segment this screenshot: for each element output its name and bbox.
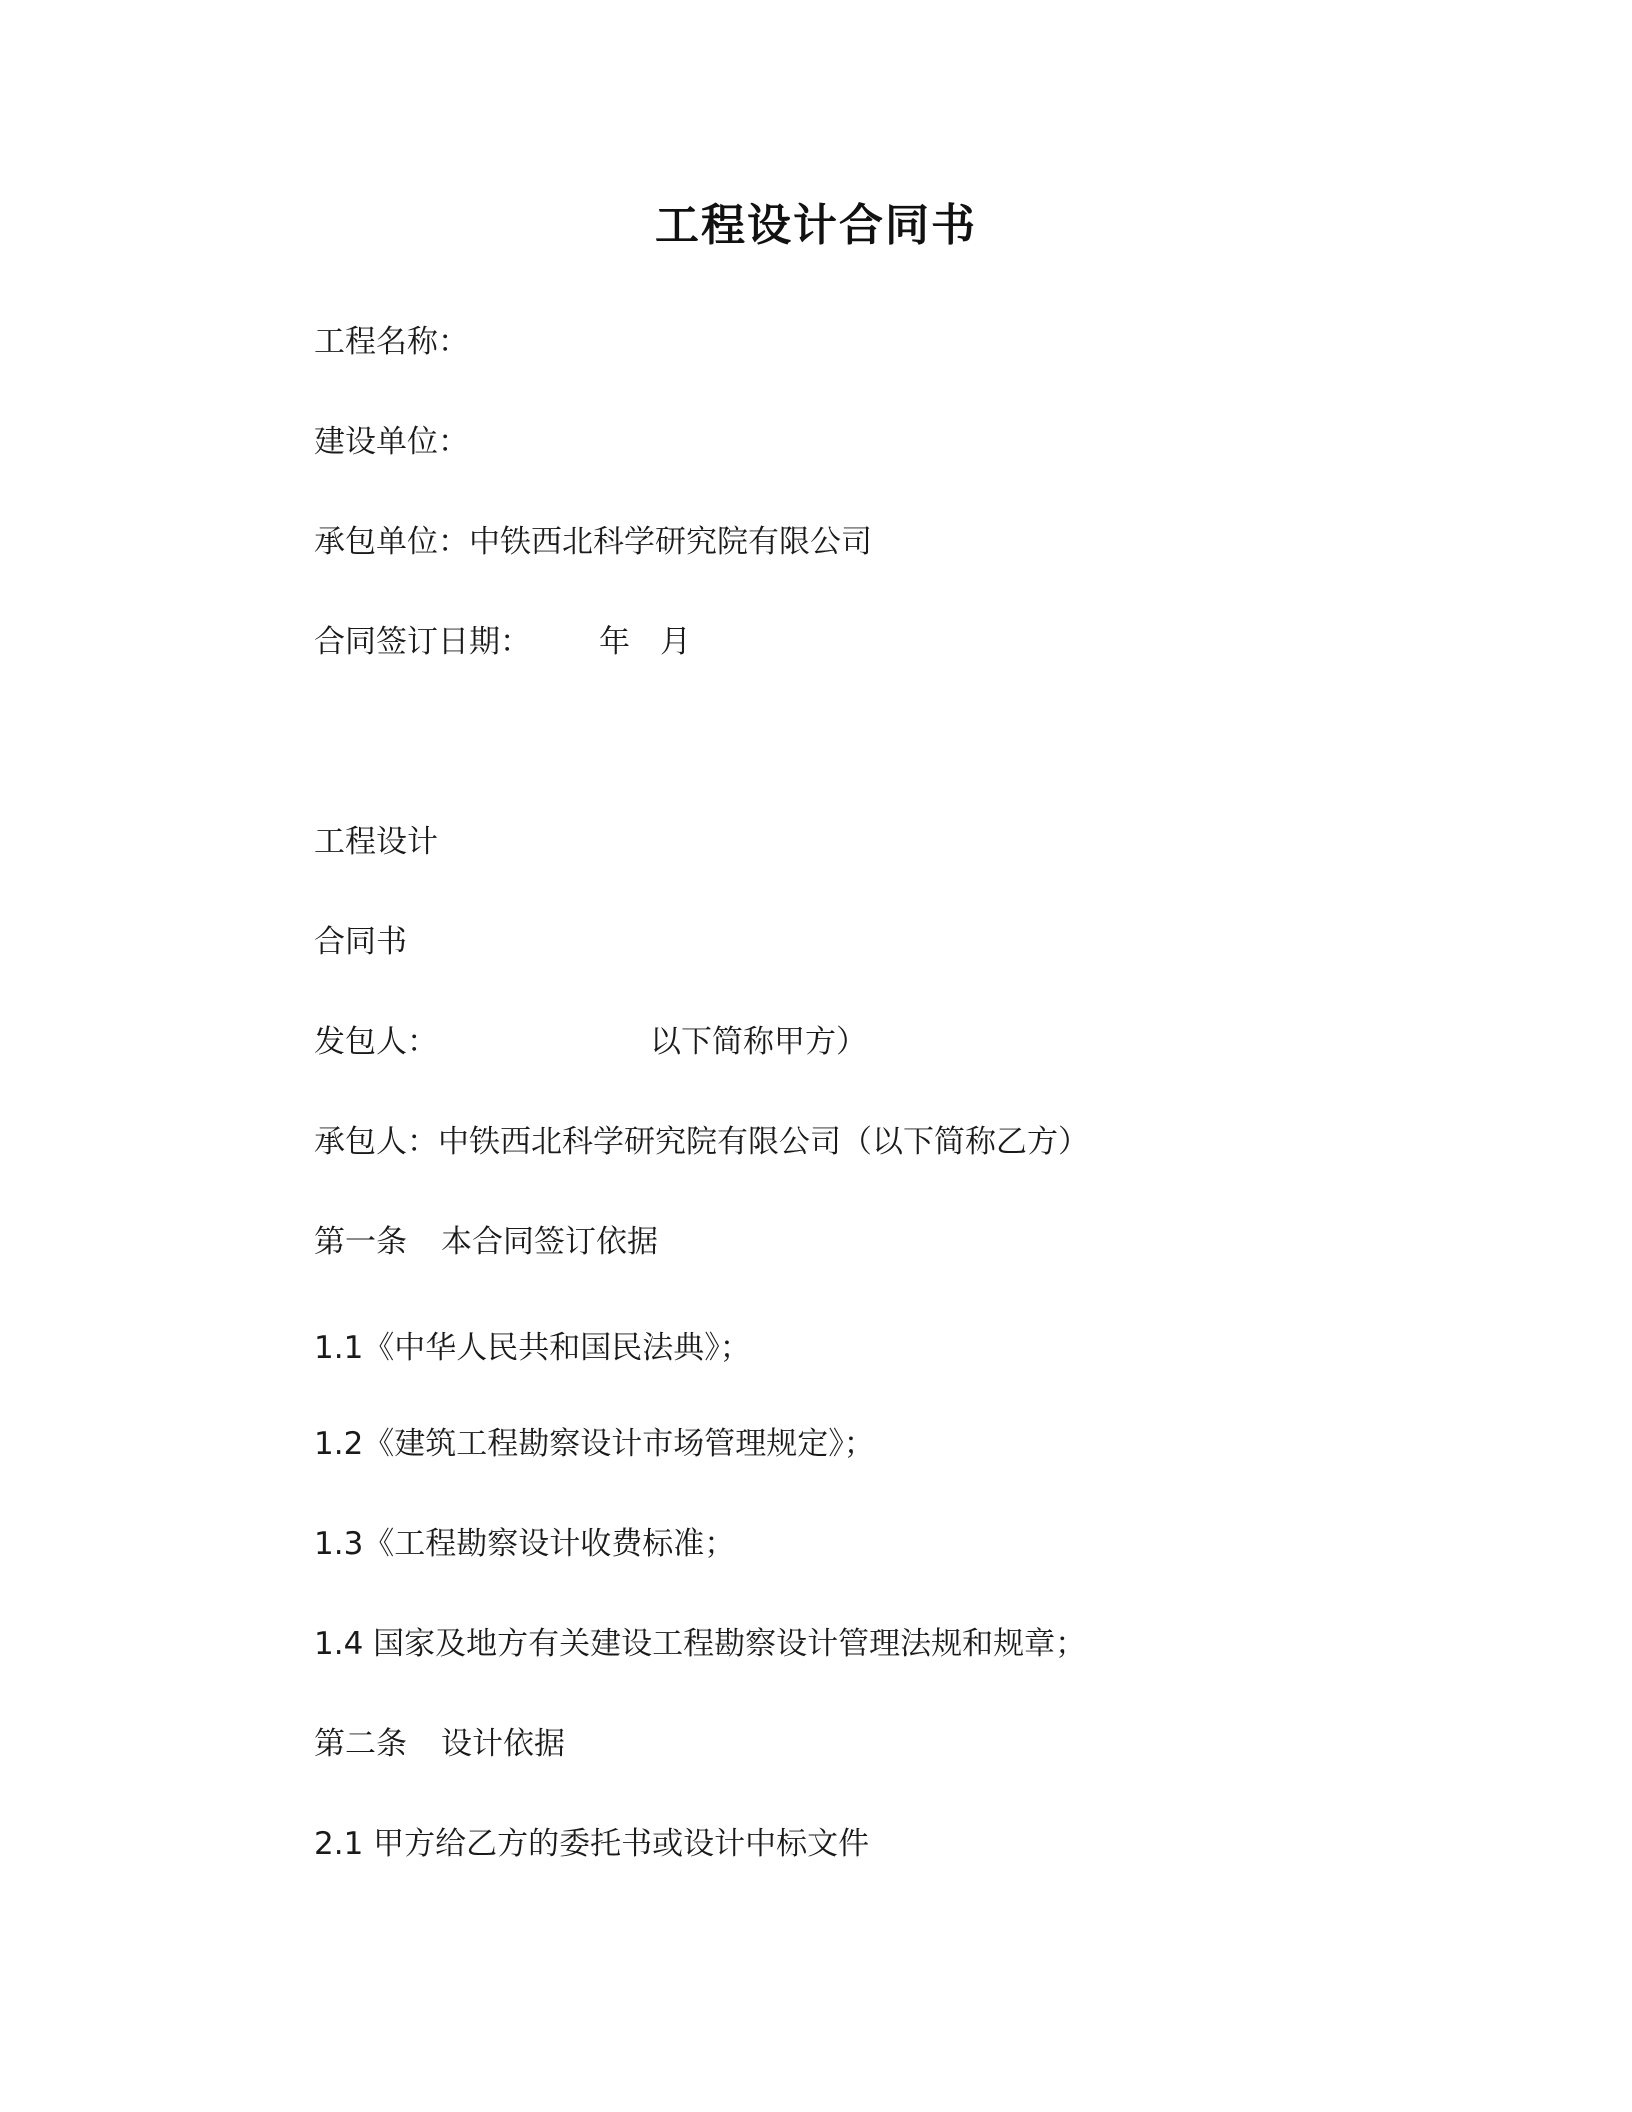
article2-title: 设计依据 — [441, 1726, 565, 1762]
employer-label: 发包人： — [314, 1024, 438, 1060]
article1-item-1: 1.1《中华人民共和国民法典》； — [314, 1330, 751, 1366]
sign-date-field — [314, 622, 691, 662]
employer-line — [314, 1022, 867, 1062]
section-heading-line1: 工程设计 — [314, 824, 438, 860]
article1-item-4: 1.4 国家及地方有关建设工程勘察设计管理法规和规章； — [314, 1626, 1087, 1662]
sign-date-label: 合同签订日期： — [314, 624, 531, 660]
article2-item-1: 2.1 甲方给乙方的委托书或设计中标文件 — [314, 1826, 870, 1862]
article1-number: 第一条 — [314, 1224, 407, 1260]
article1-title: 本合同签订依据 — [441, 1224, 658, 1260]
employer-suffix: 以下简称甲方） — [650, 1024, 867, 1060]
project-name-field — [314, 322, 469, 362]
month-label: 月 — [660, 624, 691, 660]
article1-item-2: 1.2《建筑工程勘察设计市场管理规定》； — [314, 1426, 875, 1462]
project-name-label: 工程名称： — [314, 324, 469, 360]
section-heading-line2: 合同书 — [314, 924, 407, 960]
year-label: 年 — [599, 624, 630, 660]
article2-number: 第二条 — [314, 1726, 407, 1762]
contractor-label: 承包单位： — [314, 524, 469, 560]
article2-heading — [314, 1724, 565, 1764]
builder-label: 建设单位： — [314, 424, 469, 460]
contractor-field — [314, 522, 872, 562]
contractor-value: 中铁西北科学研究院有限公司 — [469, 524, 872, 560]
article1-heading — [314, 1222, 658, 1262]
document-title: 工程设计合同书 — [655, 200, 977, 251]
contractor-party-line: 承包人：中铁西北科学研究院有限公司（以下简称乙方） — [314, 1124, 1089, 1160]
article1-item-3: 1.3《工程勘察设计收费标准； — [314, 1526, 736, 1562]
builder-field — [314, 422, 469, 462]
